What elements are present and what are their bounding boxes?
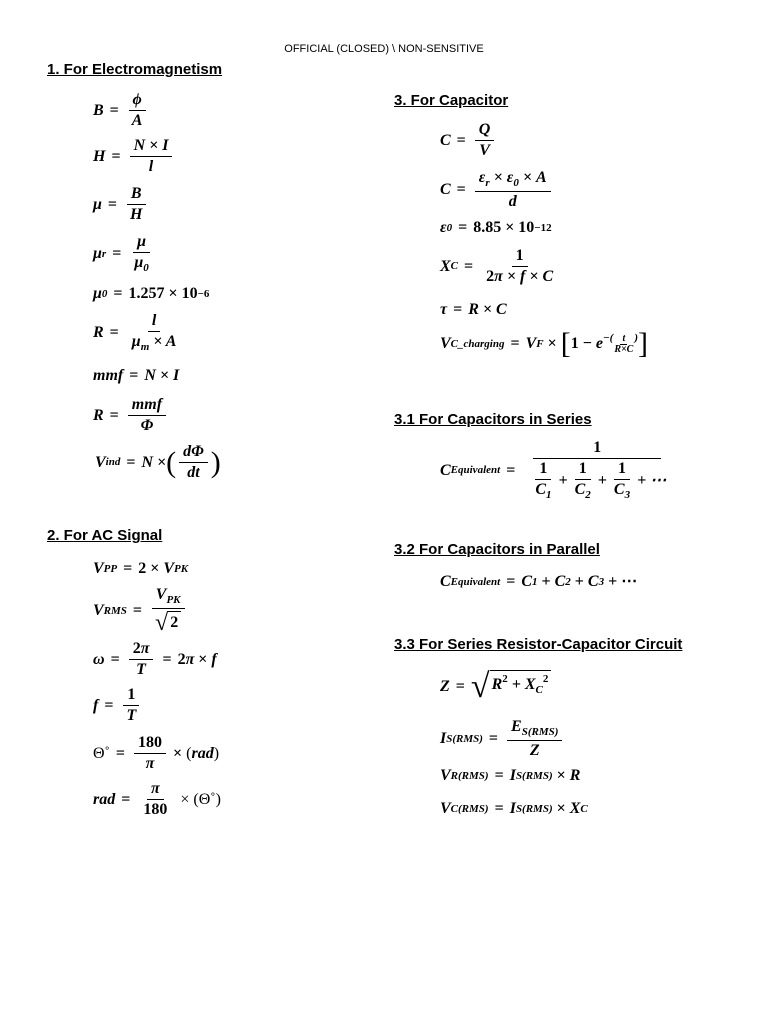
formula-field-strength: H = $\frac{N \times I}{l}$ bbox=[93, 138, 175, 175]
formula-omega: ω = $\frac{2\pi}{T}$ = 2 π × f bbox=[93, 640, 217, 678]
formula-degrees: Θ˚ = $\frac{180}{\pi}$ × ( rad ) bbox=[93, 734, 220, 772]
formula-capacitance-geometry: C = $\frac{\varepsilon_r \times \varepsilon_0 \times A}{d}$ bbox=[440, 170, 554, 210]
classification-header: OFFICIAL (CLOSED) \ NON-SENSITIVE bbox=[284, 43, 484, 55]
section-title-electromagnetism: 1. For Electromagnetism bbox=[47, 61, 223, 78]
formula-radians: rad = $\frac{\pi}{180}$ × (Θ˚) bbox=[93, 780, 221, 818]
formula-source-current: I S(RMS) = $\frac{E_{S(RMS)}}{Z}$ bbox=[440, 719, 565, 759]
formula-time-constant: τ = R × C bbox=[440, 301, 507, 318]
formula-relative-permeability: μ r = $\frac{\mu}{\mu_0}$ bbox=[93, 233, 149, 274]
formula-flux-density: B = $\frac{\phi}{A}$ bbox=[93, 92, 149, 129]
section-title-series-rc: 3.3 For Series Resistor-Capacitor Circuit bbox=[394, 636, 683, 653]
formula-capacitor-voltage: V C(RMS) = I S(RMS) × X C bbox=[440, 800, 588, 817]
formula-vrms: V RMS = $V_{PK}$ √ 2 bbox=[93, 587, 188, 635]
formula-vpp: V PP = 2 × V PK bbox=[93, 560, 189, 577]
formula-reluctance-mmf: R = $\frac{\text{mmf}}{\Phi}$ bbox=[93, 397, 169, 434]
formula-eps0-constant: ε 0 = 8.85 × 10 −12 bbox=[440, 219, 552, 236]
formula-reluctance: R = $\frac{l}{\mu_m \times A}$ bbox=[93, 312, 177, 353]
section-title-capacitor: 3. For Capacitor bbox=[394, 92, 509, 109]
formula-mu0-constant: μ 0 = 1.257 × 10 −6 bbox=[93, 285, 210, 302]
deg-180-numerator: 180 bbox=[134, 735, 166, 754]
section-title-ac-signal: 2. For AC Signal bbox=[47, 527, 163, 544]
section-title-capacitors-series: 3.1 For Capacitors in Series bbox=[394, 411, 592, 428]
formula-capacitive-reactance: X C = $\frac{1}{2\pi \times f \times C}$ bbox=[440, 247, 554, 285]
formula-permeability: μ = $\frac{B}{H}$ bbox=[93, 186, 149, 223]
eps0-exponent: −12 bbox=[534, 221, 552, 234]
mu0-exponent: −6 bbox=[197, 287, 210, 300]
formula-charging-voltage: V C_charging = V F × [ 1 − e −( $\frac{t}{R\times C}$ ) ] bbox=[440, 327, 649, 360]
deg-180-denominator: 180 bbox=[143, 801, 168, 818]
mu0-value: 1.257 × 10 bbox=[128, 285, 198, 302]
formula-parallel-capacitance: C Equivalent = C 1 + C 2 + C 3 + ⋯ bbox=[440, 573, 638, 590]
formula-resistor-voltage: V R(RMS) = I S(RMS) × R bbox=[440, 767, 581, 784]
formula-series-capacitance: C Equivalent = 1 $\frac{1}{C_1}$ + $\frac{1}{C_2}$ + $\frac{1}{C_3}$ + ⋯ bbox=[440, 439, 667, 501]
formula-frequency: f = $\frac{1}{T}$ bbox=[93, 687, 143, 724]
formula-impedance: Z = √ $R^2 + X_C^2$ bbox=[440, 670, 551, 704]
formula-mmf: mmf = N × I bbox=[93, 367, 180, 384]
section-title-capacitors-parallel: 3.2 For Capacitors in Parallel bbox=[394, 541, 600, 558]
formula-capacitance: C = $\frac{Q}{V}$ bbox=[440, 122, 497, 159]
eps0-value: 8.85 × 10 bbox=[473, 219, 535, 236]
formula-induced-voltage: V ind = N × ( $\frac{d\Phi}{dt}$ ) bbox=[95, 443, 221, 481]
